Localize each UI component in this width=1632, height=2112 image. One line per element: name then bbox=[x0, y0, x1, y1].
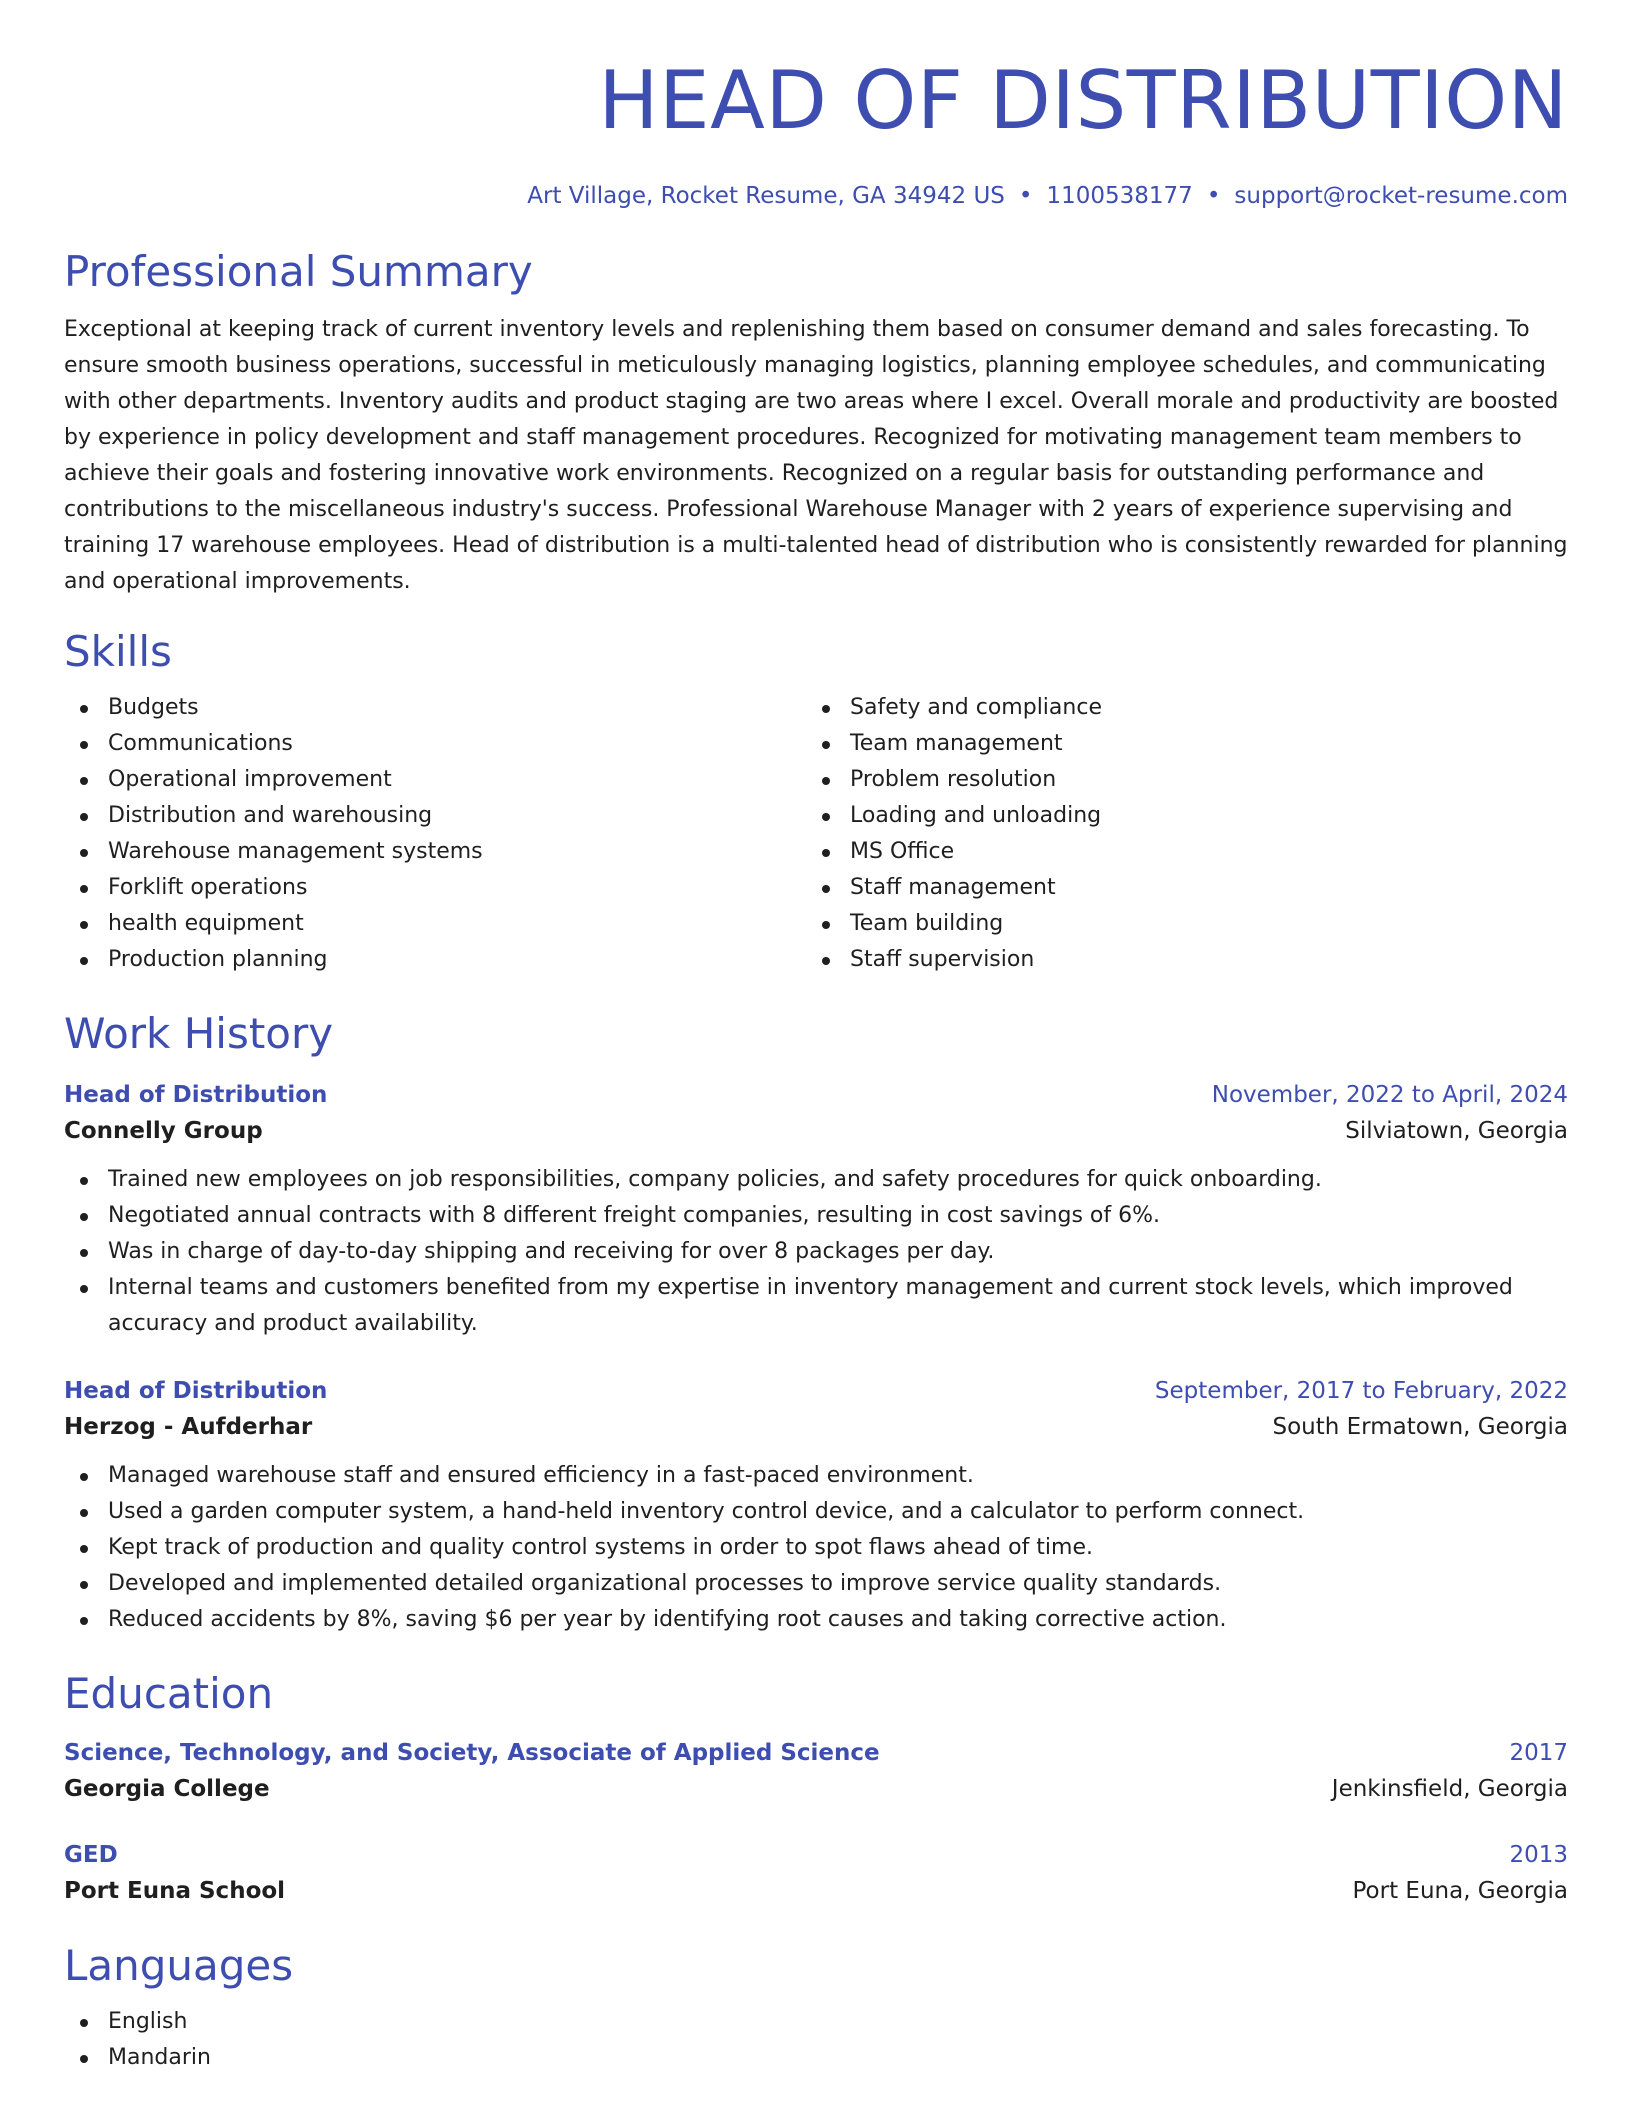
languages-heading: Languages bbox=[64, 1941, 294, 1990]
contact-phone: 1100538177 bbox=[1046, 183, 1193, 209]
summary-text: Exceptional at keeping track of current inventory levels and replenishing them based on consumer demand and sales forecasting. To ensure smooth business operations, successful in meticulously managing logistics, planning employee schedules, and communicating with other departments. Inventory audits and product staging are two areas where I excel. Overall morale and productivity are boosted by experience in policy development and staff management procedures. Recognized for motivating management team members to achieve their goals and fostering innovative work environments. Recognized on a regular basis for outstanding performance and contributions to the miscellaneous industry's success. Professional Warehouse Manager with 2 years of experience supervising and training 17 warehouse employees. Head of distribution is a multi-talented head of distribution who is consistently rewarded for planning and operational improvements. bbox=[64, 317, 1568, 594]
job-company: Herzog - Aufderhar bbox=[64, 1414, 313, 1440]
education-degree: Science, Technology, and Society, Associate of Applied Science bbox=[64, 1740, 880, 1766]
skill-item: MS Office bbox=[806, 834, 1548, 870]
education-location: Port Euna, Georgia bbox=[1352, 1878, 1568, 1904]
education-degree: GED bbox=[64, 1842, 118, 1868]
skill-item: Operational improvement bbox=[64, 762, 806, 798]
language-item: Mandarin bbox=[64, 2040, 1568, 2076]
skill-item: Communications bbox=[64, 726, 806, 762]
education-entry bbox=[64, 1838, 1568, 1910]
job-title: Head of Distribution bbox=[64, 1378, 328, 1404]
work-history-section bbox=[64, 1008, 1568, 1638]
skill-item: Production planning bbox=[64, 942, 806, 978]
education-degree-row bbox=[64, 1838, 1568, 1872]
skill-item: Staff supervision bbox=[806, 942, 1548, 978]
job-bullet: Was in charge of day-to-day shipping and receiving for over 8 packages per day. bbox=[64, 1234, 1568, 1270]
skill-item: Problem resolution bbox=[806, 762, 1548, 798]
resume-title: HEAD OF DISTRIBUTION bbox=[598, 54, 1568, 147]
job-title-row bbox=[64, 1374, 1568, 1408]
skill-item: Distribution and warehousing bbox=[64, 798, 806, 834]
job-title: Head of Distribution bbox=[64, 1082, 328, 1108]
education-entry bbox=[64, 1736, 1568, 1808]
contact-separator: • bbox=[1206, 183, 1221, 209]
education-section bbox=[64, 1668, 1568, 1910]
skill-item: Staff management bbox=[806, 870, 1548, 906]
education-school-row bbox=[64, 1872, 1568, 1910]
job-bullet: Managed warehouse staff and ensured efficiency in a fast-paced environment. bbox=[64, 1458, 1568, 1494]
contact-line bbox=[64, 180, 1568, 212]
resume-header bbox=[64, 52, 1568, 212]
job-dates: September, 2017 to February, 2022 bbox=[1154, 1378, 1568, 1404]
education-year: 2017 bbox=[1509, 1740, 1568, 1766]
contact-separator: • bbox=[1018, 183, 1033, 209]
skill-item: Team management bbox=[806, 726, 1548, 762]
contact-address: Art Village, Rocket Resume, GA 34942 US bbox=[527, 183, 1005, 209]
education-heading: Education bbox=[64, 1669, 274, 1718]
job-title-row bbox=[64, 1078, 1568, 1112]
job-location: Silviatown, Georgia bbox=[1345, 1118, 1568, 1144]
job-company-row bbox=[64, 1408, 1568, 1446]
skill-item: Warehouse management systems bbox=[64, 834, 806, 870]
job-bullet: Reduced accidents by 8%, saving $6 per year by identifying root causes and taking corrective action. bbox=[64, 1602, 1568, 1638]
work-history-heading: Work History bbox=[64, 1009, 334, 1058]
job-entry bbox=[64, 1374, 1568, 1638]
summary-heading: Professional Summary bbox=[64, 247, 533, 296]
language-item: English bbox=[64, 2004, 1568, 2040]
education-school-row bbox=[64, 1770, 1568, 1808]
job-dates: November, 2022 to April, 2024 bbox=[1211, 1082, 1568, 1108]
skill-item: Safety and compliance bbox=[806, 690, 1548, 726]
skill-item: Budgets bbox=[64, 690, 806, 726]
job-location: South Ermatown, Georgia bbox=[1272, 1414, 1568, 1440]
job-company: Connelly Group bbox=[64, 1118, 263, 1144]
skill-item: Forklift operations bbox=[64, 870, 806, 906]
skills-heading: Skills bbox=[64, 627, 172, 676]
skills-column-right bbox=[806, 690, 1548, 978]
job-bullets bbox=[64, 1162, 1568, 1342]
job-entry bbox=[64, 1078, 1568, 1342]
contact-email[interactable]: support@rocket-resume.com bbox=[1234, 183, 1568, 209]
education-degree-row bbox=[64, 1736, 1568, 1770]
job-bullet: Used a garden computer system, a hand-held inventory control device, and a calculator to perform connect. bbox=[64, 1494, 1568, 1530]
job-bullet: Internal teams and customers benefited from my expertise in inventory management and current stock levels, which improved accuracy and product availability. bbox=[64, 1270, 1568, 1342]
education-school: Georgia College bbox=[64, 1776, 270, 1802]
skill-item: health equipment bbox=[64, 906, 806, 942]
skills-section bbox=[64, 626, 1568, 978]
languages-list bbox=[64, 2004, 1568, 2076]
summary-section bbox=[64, 246, 1568, 600]
education-location: Jenkinsfield, Georgia bbox=[1331, 1776, 1568, 1802]
skill-item: Loading and unloading bbox=[806, 798, 1548, 834]
job-bullet: Developed and implemented detailed organizational processes to improve service quality standards. bbox=[64, 1566, 1568, 1602]
job-bullet: Trained new employees on job responsibilities, company policies, and safety procedures for quick onboarding. bbox=[64, 1162, 1568, 1198]
job-bullet: Kept track of production and quality control systems in order to spot flaws ahead of time. bbox=[64, 1530, 1568, 1566]
skills-grid bbox=[64, 690, 1568, 978]
skills-column-left bbox=[64, 690, 806, 978]
job-company-row bbox=[64, 1112, 1568, 1150]
education-school: Port Euna School bbox=[64, 1878, 286, 1904]
job-bullets bbox=[64, 1458, 1568, 1638]
languages-section bbox=[64, 1940, 1568, 2076]
job-bullet: Negotiated annual contracts with 8 different freight companies, resulting in cost savings of 6%. bbox=[64, 1198, 1568, 1234]
education-year: 2013 bbox=[1509, 1842, 1568, 1868]
skill-item: Team building bbox=[806, 906, 1548, 942]
